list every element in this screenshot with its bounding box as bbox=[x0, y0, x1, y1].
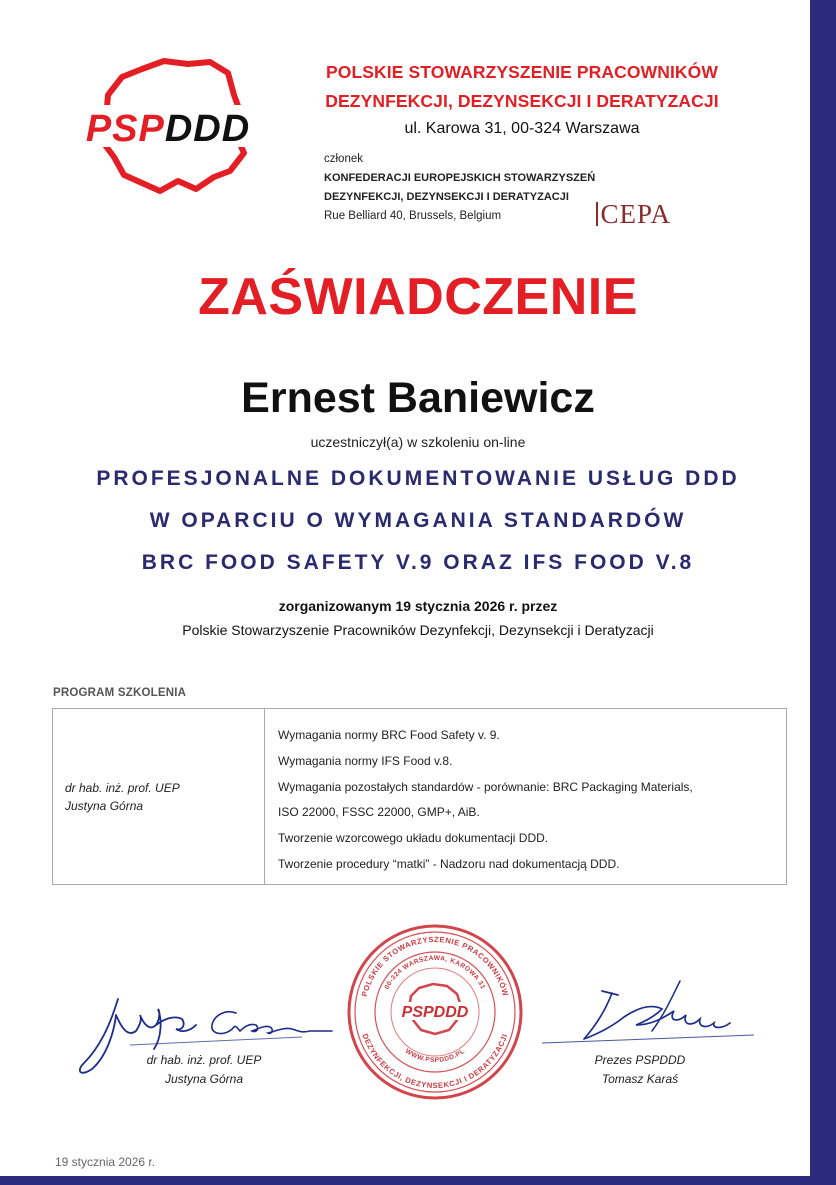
signature-right bbox=[540, 975, 760, 1055]
signature-right-title: Prezes PSPDDD bbox=[594, 1053, 686, 1067]
signature-left-caption bbox=[134, 1051, 274, 1089]
org-name-line2: DEZYNFEKCJI, DEZYNSEKCJI I DERATYZACJI bbox=[325, 91, 719, 111]
certificate-title: ZAŚWIADCZENIE bbox=[198, 268, 638, 326]
program-item: Tworzenie procedury “matki” - Nadzoru nad dokumentacją DDD. bbox=[278, 856, 620, 871]
svg-text:WWW.PSPDDD.PL: WWW.PSPDDD.PL bbox=[403, 1047, 467, 1065]
bottom-border-stripe bbox=[0, 1176, 836, 1185]
program-table bbox=[52, 708, 787, 885]
program-item: Wymagania pozostałych standardów - porównanie: BRC Packaging Materials, bbox=[278, 779, 693, 794]
signature-left-name: Justyna Górna bbox=[164, 1072, 244, 1086]
signature-right-caption bbox=[560, 1051, 720, 1089]
lecturer-name: Justyna Górna bbox=[65, 798, 144, 813]
signature-right-name: Tomasz Karaś bbox=[601, 1072, 679, 1086]
organization-seal-stamp bbox=[345, 922, 525, 1102]
org-name-line1: POLSKIE STOWARZYSZENIE PRACOWNIKÓW bbox=[326, 62, 718, 82]
program-item: Wymagania normy IFS Food v.8. bbox=[278, 753, 453, 768]
svg-text:PSPDDD: PSPDDD bbox=[401, 1004, 469, 1021]
footer-date: 19 stycznia 2026 r. bbox=[55, 1155, 156, 1169]
membership-block bbox=[324, 150, 624, 226]
organized-date-line: zorganizowanym 19 stycznia 2026 r. przez bbox=[278, 598, 558, 614]
course-title bbox=[0, 458, 836, 584]
svg-text:PSPDDD: PSPDDD bbox=[85, 108, 251, 150]
course-title-line2: W OPARCIU O WYMAGANIA STANDARDÓW bbox=[149, 509, 687, 532]
cepa-logo-text: CEPA bbox=[600, 199, 672, 229]
program-lecturer-cell bbox=[53, 709, 265, 884]
participation-text: uczestniczył(a) w szkoleniu on-line bbox=[310, 434, 526, 450]
program-item: Tworzenie wzorcowego układu dokumentacji DDD. bbox=[278, 831, 549, 846]
signature-left-title: dr hab. inż. prof. UEP bbox=[146, 1053, 262, 1067]
right-border-stripe bbox=[810, 0, 836, 1185]
course-title-line3: BRC FOOD SAFETY V.9 ORAZ IFS FOOD V.8 bbox=[141, 551, 695, 574]
cepa-logo bbox=[596, 199, 696, 229]
pspddd-logo bbox=[78, 55, 258, 195]
federation-line2: DEZYNFEKCJI, DEZYNSEKCJI I DERATYZACJI bbox=[324, 191, 569, 203]
svg-text:POLSKIE STOWARZYSZENIE PRACOWN: POLSKIE STOWARZYSZENIE PRACOWNIKÓW bbox=[359, 934, 511, 998]
organizer-name: Polskie Stowarzyszenie Pracowników Dezynfekcji, Dezynsekcji i Deratyzacji bbox=[182, 622, 654, 638]
member-label: członek bbox=[324, 153, 363, 165]
program-item: Wymagania normy BRC Food Safety v. 9. bbox=[278, 728, 500, 742]
course-title-line1: PROFESJONALNE DOKUMENTOWANIE USŁUG DDD bbox=[96, 467, 740, 490]
federation-address: Rue Belliard 40, Brussels, Belgium bbox=[324, 210, 502, 222]
program-label: PROGRAM SZKOLENIA bbox=[53, 687, 187, 699]
federation-line1: KONFEDERACJI EUROPEJSKICH STOWARZYSZEŃ bbox=[324, 172, 596, 184]
svg-text:00-324 WARSZAWA, KAROWA 31: 00-324 WARSZAWA, KAROWA 31 bbox=[383, 954, 487, 991]
recipient-name: Ernest Baniewicz bbox=[241, 374, 595, 422]
program-items-cell bbox=[265, 709, 786, 884]
lecturer-title: dr hab. inż. prof. UEP bbox=[65, 780, 180, 795]
organized-info bbox=[0, 594, 836, 642]
organization-header bbox=[262, 58, 782, 141]
svg-text:DEZYNFEKCJI, DEZYNSEKCJI I DER: DEZYNFEKCJI, DEZYNSEKCJI I DERATYZACJI bbox=[360, 1032, 510, 1091]
org-address: ul. Karowa 31, 00-324 Warszawa bbox=[404, 120, 640, 137]
program-item: ISO 22000, FSSC 22000, GMP+, AiB. bbox=[278, 805, 480, 820]
